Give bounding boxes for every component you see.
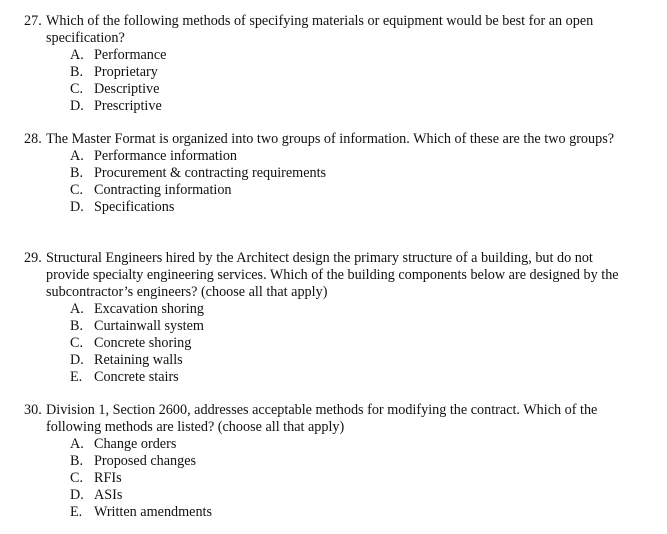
question-number: 28.: [24, 131, 42, 147]
option-letter: D.: [70, 487, 84, 503]
option-list: [24, 47, 636, 115]
option-e: [70, 504, 636, 521]
option-text: Curtainwall system: [94, 318, 204, 334]
option-letter: A.: [70, 436, 84, 452]
option-letter: A.: [70, 301, 84, 317]
option-letter: B.: [70, 453, 84, 469]
option-list: [24, 436, 636, 521]
option-text: ASIs: [94, 487, 123, 503]
option-c: [70, 81, 636, 98]
option-letter: E.: [70, 369, 83, 385]
option-text: Procurement & contracting requirements: [94, 165, 327, 181]
option-letter: B.: [70, 64, 84, 80]
option-list: [24, 301, 636, 386]
question-text: Which of the following methods of specifying materials or equipment would be best for an open specification?: [46, 13, 594, 46]
option-d: [70, 487, 636, 504]
question-header: [24, 402, 636, 436]
option-letter: D.: [70, 199, 84, 215]
question-header: [24, 13, 636, 47]
option-text: Written amendments: [94, 504, 213, 520]
option-letter: E.: [70, 504, 83, 520]
question-29: [24, 250, 636, 386]
option-text: RFIs: [94, 470, 122, 486]
option-list: [24, 148, 636, 216]
option-d: [70, 199, 636, 216]
option-c: [70, 335, 636, 352]
question-28: [24, 131, 636, 216]
question-text: Structural Engineers hired by the Architect design the primary structure of a building, but do not provide specialty engineering services. Which of the building components below are designed by the subcontractor’s engineers? (choose all that apply): [46, 250, 619, 300]
option-b: [70, 453, 636, 470]
option-text: Performance information: [94, 148, 238, 164]
question-number: 30.: [24, 402, 42, 418]
option-b: [70, 318, 636, 335]
option-text: Descriptive: [94, 81, 160, 97]
option-letter: C.: [70, 470, 84, 486]
option-letter: D.: [70, 98, 84, 114]
option-text: Excavation shoring: [94, 301, 204, 317]
option-text: Proprietary: [94, 64, 158, 80]
option-letter: D.: [70, 352, 84, 368]
option-c: [70, 182, 636, 199]
option-e: [70, 369, 636, 386]
option-c: [70, 470, 636, 487]
question-number: 29.: [24, 250, 42, 266]
option-text: Prescriptive: [94, 98, 162, 114]
question-header: [24, 250, 636, 301]
option-b: [70, 64, 636, 81]
option-d: [70, 98, 636, 115]
option-letter: C.: [70, 182, 84, 198]
option-text: Specifications: [94, 199, 175, 215]
question-text: The Master Format is organized into two groups of information. Which of these are the two groups?: [46, 131, 615, 147]
question-27: [24, 13, 636, 115]
option-text: Change orders: [94, 436, 177, 452]
option-letter: B.: [70, 165, 84, 181]
option-text: Contracting information: [94, 182, 232, 198]
option-letter: A.: [70, 47, 84, 63]
option-letter: C.: [70, 81, 84, 97]
option-text: Performance: [94, 47, 167, 63]
option-d: [70, 352, 636, 369]
option-text: Proposed changes: [94, 453, 197, 469]
question-number: 27.: [24, 13, 42, 29]
option-a: [70, 301, 636, 318]
question-header: [24, 131, 636, 148]
option-letter: A.: [70, 148, 84, 164]
option-a: [70, 436, 636, 453]
option-b: [70, 165, 636, 182]
option-text: Concrete stairs: [94, 369, 179, 385]
question-text: Division 1, Section 2600, addresses acceptable methods for modifying the contract. Which of the following methods are listed? (choose all that apply): [46, 402, 598, 435]
option-text: Concrete shoring: [94, 335, 192, 351]
option-a: [70, 47, 636, 64]
option-text: Retaining walls: [94, 352, 183, 368]
option-letter: C.: [70, 335, 84, 351]
option-letter: B.: [70, 318, 84, 334]
question-30: [24, 402, 636, 521]
option-a: [70, 148, 636, 165]
